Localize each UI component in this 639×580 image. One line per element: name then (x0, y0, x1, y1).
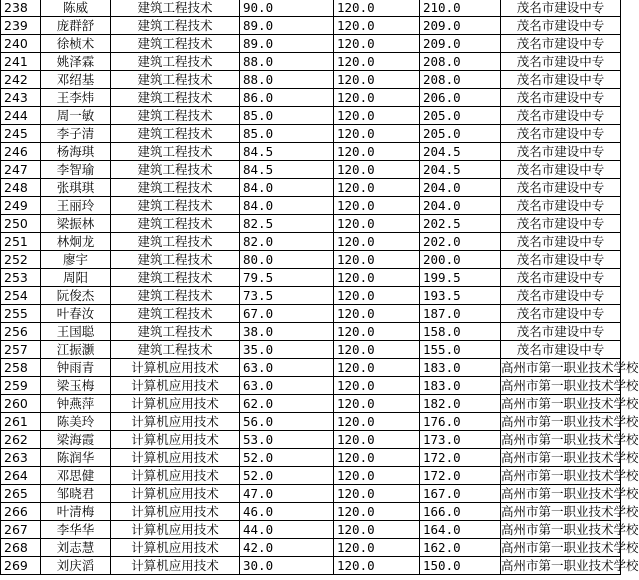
total-cell: 208.0 (420, 53, 501, 71)
student-name-cell: 邓绍基 (41, 71, 111, 89)
score-cell: 35.0 (240, 341, 334, 359)
student-name-cell: 梁海霞 (41, 431, 111, 449)
bonus-cell: 120.0 (334, 341, 420, 359)
bonus-cell: 120.0 (334, 89, 420, 107)
school-cell: 高州市第一职业技术学校 (501, 504, 639, 519)
major-cell: 建筑工程技术 (111, 71, 240, 89)
score-cell: 56.0 (240, 413, 334, 431)
bonus-cell: 120.0 (334, 251, 420, 269)
school-cell: 茂名市建设中专 (501, 197, 621, 215)
major-cell: 建筑工程技术 (111, 305, 240, 323)
student-name-cell: 周阳 (41, 269, 111, 287)
total-cell: 204.5 (420, 143, 501, 161)
total-cell: 202.0 (420, 233, 501, 251)
row-number-cell: 254 (1, 287, 41, 305)
table-row (1, 53, 621, 71)
score-cell: 89.0 (240, 35, 334, 53)
row-number-cell: 257 (1, 341, 41, 359)
score-cell: 82.5 (240, 215, 334, 233)
table-row (1, 233, 621, 251)
score-cell: 89.0 (240, 17, 334, 35)
row-number-cell: 242 (1, 71, 41, 89)
row-number-cell: 241 (1, 53, 41, 71)
score-cell: 63.0 (240, 359, 334, 377)
school-cell: 茂名市建设中专 (501, 269, 621, 287)
total-cell: 162.0 (420, 539, 501, 557)
major-cell: 计算机应用技术 (111, 539, 240, 557)
student-name-cell: 叶春汝 (41, 305, 111, 323)
table-row (1, 269, 621, 287)
total-cell: 172.0 (420, 467, 501, 485)
bonus-cell: 120.0 (334, 233, 420, 251)
table-row (1, 305, 621, 323)
row-number-cell: 258 (1, 359, 41, 377)
score-cell: 88.0 (240, 71, 334, 89)
school-cell: 茂名市建设中专 (501, 17, 621, 35)
major-cell: 建筑工程技术 (111, 251, 240, 269)
table-row (1, 323, 621, 341)
major-cell: 建筑工程技术 (111, 341, 240, 359)
bonus-cell: 120.0 (334, 125, 420, 143)
student-name-cell: 阮俊杰 (41, 287, 111, 305)
score-cell: 84.5 (240, 143, 334, 161)
score-cell: 84.0 (240, 179, 334, 197)
bonus-cell: 120.0 (334, 107, 420, 125)
total-cell: 158.0 (420, 323, 501, 341)
row-number-cell: 244 (1, 107, 41, 125)
student-name-cell: 梁振林 (41, 215, 111, 233)
table-row (1, 251, 621, 269)
total-cell: 150.0 (420, 557, 501, 575)
school-cell: 高州市第一职业技术学校 (501, 522, 639, 537)
total-cell: 182.0 (420, 395, 501, 413)
student-name-cell: 江振灏 (41, 341, 111, 359)
school-cell: 茂名市建设中专 (501, 143, 621, 161)
row-number-cell: 240 (1, 35, 41, 53)
student-name-cell: 周一敏 (41, 107, 111, 125)
major-cell: 建筑工程技术 (111, 215, 240, 233)
major-cell: 建筑工程技术 (111, 17, 240, 35)
row-number-cell: 238 (1, 0, 41, 17)
student-name-cell: 姚泽霖 (41, 53, 111, 71)
bonus-cell: 120.0 (334, 395, 420, 413)
row-number-cell: 246 (1, 143, 41, 161)
score-cell: 84.0 (240, 197, 334, 215)
school-cell: 茂名市建设中专 (501, 287, 621, 305)
school-cell: 茂名市建设中专 (501, 161, 621, 179)
bonus-cell: 120.0 (334, 269, 420, 287)
student-name-cell: 邹晓君 (41, 485, 111, 503)
row-number-cell: 267 (1, 521, 41, 539)
table-row (1, 287, 621, 305)
student-name-cell: 庞群舒 (41, 17, 111, 35)
score-cell: 84.5 (240, 161, 334, 179)
row-number-cell: 250 (1, 215, 41, 233)
total-cell: 209.0 (420, 35, 501, 53)
student-name-cell: 刘志慧 (41, 539, 111, 557)
total-cell: 202.5 (420, 215, 501, 233)
score-cell: 46.0 (240, 503, 334, 521)
row-number-cell: 239 (1, 17, 41, 35)
row-number-cell: 247 (1, 161, 41, 179)
student-name-cell: 陈美玲 (41, 413, 111, 431)
major-cell: 建筑工程技术 (111, 287, 240, 305)
school-cell: 高州市第一职业技术学校 (501, 468, 639, 483)
bonus-cell: 120.0 (334, 197, 420, 215)
score-cell: 30.0 (240, 557, 334, 575)
school-cell: 高州市第一职业技术学校 (501, 450, 639, 465)
school-cell: 高州市第一职业技术学校 (501, 558, 639, 573)
table-row (1, 197, 621, 215)
score-cell: 52.0 (240, 467, 334, 485)
table-row (1, 431, 621, 449)
row-number-cell: 248 (1, 179, 41, 197)
row-number-cell: 251 (1, 233, 41, 251)
school-cell: 高州市第一职业技术学校 (501, 432, 639, 447)
bonus-cell: 120.0 (334, 53, 420, 71)
total-cell: 204.0 (420, 197, 501, 215)
student-name-cell: 李华华 (41, 521, 111, 539)
bonus-cell: 120.0 (334, 35, 420, 53)
table-row (1, 503, 621, 521)
total-cell: 155.0 (420, 341, 501, 359)
school-cell: 茂名市建设中专 (501, 35, 621, 53)
major-cell: 建筑工程技术 (111, 269, 240, 287)
major-cell: 建筑工程技术 (111, 89, 240, 107)
bonus-cell: 120.0 (334, 305, 420, 323)
row-number-cell: 245 (1, 125, 41, 143)
total-cell: 164.0 (420, 521, 501, 539)
student-name-cell: 梁玉梅 (41, 377, 111, 395)
student-name-cell: 陈威 (41, 0, 111, 17)
major-cell: 计算机应用技术 (111, 467, 240, 485)
bonus-cell: 120.0 (334, 413, 420, 431)
score-cell: 44.0 (240, 521, 334, 539)
table-row (1, 521, 621, 539)
row-number-cell: 252 (1, 251, 41, 269)
total-cell: 199.5 (420, 269, 501, 287)
row-number-cell: 264 (1, 467, 41, 485)
school-cell: 茂名市建设中专 (501, 0, 621, 17)
table-row (1, 413, 621, 431)
score-cell: 82.0 (240, 233, 334, 251)
major-cell: 计算机应用技术 (111, 485, 240, 503)
score-cell: 38.0 (240, 323, 334, 341)
bonus-cell: 120.0 (334, 215, 420, 233)
school-cell: 高州市第一职业技术学校 (501, 414, 639, 429)
row-number-cell: 263 (1, 449, 41, 467)
row-number-cell: 260 (1, 395, 41, 413)
table-row (1, 143, 621, 161)
bonus-cell: 120.0 (334, 449, 420, 467)
total-cell: 209.0 (420, 17, 501, 35)
table-body (1, 0, 639, 575)
row-number-cell: 253 (1, 269, 41, 287)
total-cell: 183.0 (420, 377, 501, 395)
major-cell: 计算机应用技术 (111, 503, 240, 521)
school-cell: 高州市第一职业技术学校 (501, 396, 639, 411)
major-cell: 计算机应用技术 (111, 377, 240, 395)
student-name-cell: 叶清梅 (41, 503, 111, 521)
score-cell: 52.0 (240, 449, 334, 467)
row-number-cell: 259 (1, 377, 41, 395)
score-cell: 73.5 (240, 287, 334, 305)
table-row (1, 359, 621, 377)
table-row (1, 485, 621, 503)
student-name-cell: 钟雨青 (41, 359, 111, 377)
major-cell: 建筑工程技术 (111, 323, 240, 341)
table-row (1, 17, 621, 35)
bonus-cell: 120.0 (334, 0, 420, 17)
row-number-cell: 261 (1, 413, 41, 431)
table-row (1, 71, 621, 89)
table-row (1, 449, 621, 467)
row-number-cell: 269 (1, 557, 41, 575)
bonus-cell: 120.0 (334, 557, 420, 575)
score-cell: 86.0 (240, 89, 334, 107)
school-cell: 茂名市建设中专 (501, 89, 621, 107)
bonus-cell: 120.0 (334, 521, 420, 539)
bonus-cell: 120.0 (334, 359, 420, 377)
major-cell: 计算机应用技术 (111, 413, 240, 431)
bonus-cell: 120.0 (334, 431, 420, 449)
row-number-cell: 268 (1, 539, 41, 557)
table-row (1, 539, 621, 557)
major-cell: 建筑工程技术 (111, 143, 240, 161)
bonus-cell: 120.0 (334, 71, 420, 89)
school-cell: 高州市第一职业技术学校 (501, 360, 639, 375)
bonus-cell: 120.0 (334, 467, 420, 485)
row-number-cell: 243 (1, 89, 41, 107)
row-number-cell: 266 (1, 503, 41, 521)
school-cell: 茂名市建设中专 (501, 341, 621, 359)
score-cell: 85.0 (240, 107, 334, 125)
major-cell: 计算机应用技术 (111, 359, 240, 377)
major-cell: 建筑工程技术 (111, 161, 240, 179)
school-cell: 茂名市建设中专 (501, 107, 621, 125)
school-cell: 茂名市建设中专 (501, 233, 621, 251)
major-cell: 建筑工程技术 (111, 53, 240, 71)
score-cell: 85.0 (240, 125, 334, 143)
table-row (1, 107, 621, 125)
student-name-cell: 李子清 (41, 125, 111, 143)
total-cell: 173.0 (420, 431, 501, 449)
bonus-cell: 120.0 (334, 161, 420, 179)
total-cell: 167.0 (420, 485, 501, 503)
total-cell: 187.0 (420, 305, 501, 323)
score-cell: 90.0 (240, 0, 334, 17)
score-cell: 53.0 (240, 431, 334, 449)
student-name-cell: 杨海琪 (41, 143, 111, 161)
bonus-cell: 120.0 (334, 143, 420, 161)
major-cell: 建筑工程技术 (111, 107, 240, 125)
school-cell: 茂名市建设中专 (501, 305, 621, 323)
bonus-cell: 120.0 (334, 539, 420, 557)
table-row (1, 89, 621, 107)
table-row (1, 161, 621, 179)
school-cell: 高州市第一职业技术学校 (501, 378, 639, 393)
school-cell: 高州市第一职业技术学校 (501, 486, 639, 501)
total-cell: 208.0 (420, 71, 501, 89)
major-cell: 建筑工程技术 (111, 197, 240, 215)
bonus-cell: 120.0 (334, 377, 420, 395)
total-cell: 206.0 (420, 89, 501, 107)
major-cell: 计算机应用技术 (111, 521, 240, 539)
total-cell: 210.0 (420, 0, 501, 17)
total-cell: 183.0 (420, 359, 501, 377)
table-row (1, 467, 621, 485)
major-cell: 计算机应用技术 (111, 557, 240, 575)
total-cell: 205.0 (420, 125, 501, 143)
table-row (1, 179, 621, 197)
total-cell: 193.5 (420, 287, 501, 305)
row-number-cell: 256 (1, 323, 41, 341)
student-name-cell: 钟燕萍 (41, 395, 111, 413)
major-cell: 建筑工程技术 (111, 179, 240, 197)
bonus-cell: 120.0 (334, 485, 420, 503)
table-row (1, 377, 621, 395)
total-cell: 204.5 (420, 161, 501, 179)
row-number-cell: 265 (1, 485, 41, 503)
table-row (1, 215, 621, 233)
row-number-cell: 255 (1, 305, 41, 323)
major-cell: 建筑工程技术 (111, 233, 240, 251)
student-name-cell: 刘庆滔 (41, 557, 111, 575)
bonus-cell: 120.0 (334, 17, 420, 35)
school-cell: 茂名市建设中专 (501, 179, 621, 197)
school-cell: 茂名市建设中专 (501, 251, 621, 269)
score-cell: 67.0 (240, 305, 334, 323)
major-cell: 计算机应用技术 (111, 431, 240, 449)
major-cell: 建筑工程技术 (111, 35, 240, 53)
major-cell: 计算机应用技术 (111, 449, 240, 467)
score-cell: 88.0 (240, 53, 334, 71)
score-cell: 80.0 (240, 251, 334, 269)
total-cell: 205.0 (420, 107, 501, 125)
row-number-cell: 262 (1, 431, 41, 449)
score-cell: 47.0 (240, 485, 334, 503)
table-row (1, 125, 621, 143)
student-name-cell: 廖宇 (41, 251, 111, 269)
total-cell: 172.0 (420, 449, 501, 467)
major-cell: 计算机应用技术 (111, 395, 240, 413)
score-cell: 42.0 (240, 539, 334, 557)
student-name-cell: 张琪琪 (41, 179, 111, 197)
school-cell: 茂名市建设中专 (501, 125, 621, 143)
school-cell: 茂名市建设中专 (501, 53, 621, 71)
total-cell: 166.0 (420, 503, 501, 521)
student-name-cell: 王国聪 (41, 323, 111, 341)
table-row (1, 341, 621, 359)
student-name-cell: 王李炜 (41, 89, 111, 107)
major-cell: 建筑工程技术 (111, 125, 240, 143)
score-cell: 62.0 (240, 395, 334, 413)
total-cell: 176.0 (420, 413, 501, 431)
school-cell: 茂名市建设中专 (501, 71, 621, 89)
table-row (1, 557, 621, 575)
school-cell: 茂名市建设中专 (501, 323, 621, 341)
school-cell: 茂名市建设中专 (501, 215, 621, 233)
total-cell: 204.0 (420, 179, 501, 197)
table-row (1, 395, 621, 413)
table-row (1, 0, 621, 17)
student-name-cell: 林炯龙 (41, 233, 111, 251)
student-name-cell: 陈润华 (41, 449, 111, 467)
student-name-cell: 王丽玲 (41, 197, 111, 215)
bonus-cell: 120.0 (334, 503, 420, 521)
student-name-cell: 徐桢术 (41, 35, 111, 53)
bonus-cell: 120.0 (334, 323, 420, 341)
score-cell: 63.0 (240, 377, 334, 395)
student-name-cell: 邓思健 (41, 467, 111, 485)
total-cell: 200.0 (420, 251, 501, 269)
bonus-cell: 120.0 (334, 179, 420, 197)
student-name-cell: 李智瑜 (41, 161, 111, 179)
score-cell: 79.5 (240, 269, 334, 287)
table-row (1, 35, 621, 53)
major-cell: 建筑工程技术 (111, 0, 240, 17)
school-cell: 高州市第一职业技术学校 (501, 540, 639, 555)
bonus-cell: 120.0 (334, 287, 420, 305)
row-number-cell: 249 (1, 197, 41, 215)
